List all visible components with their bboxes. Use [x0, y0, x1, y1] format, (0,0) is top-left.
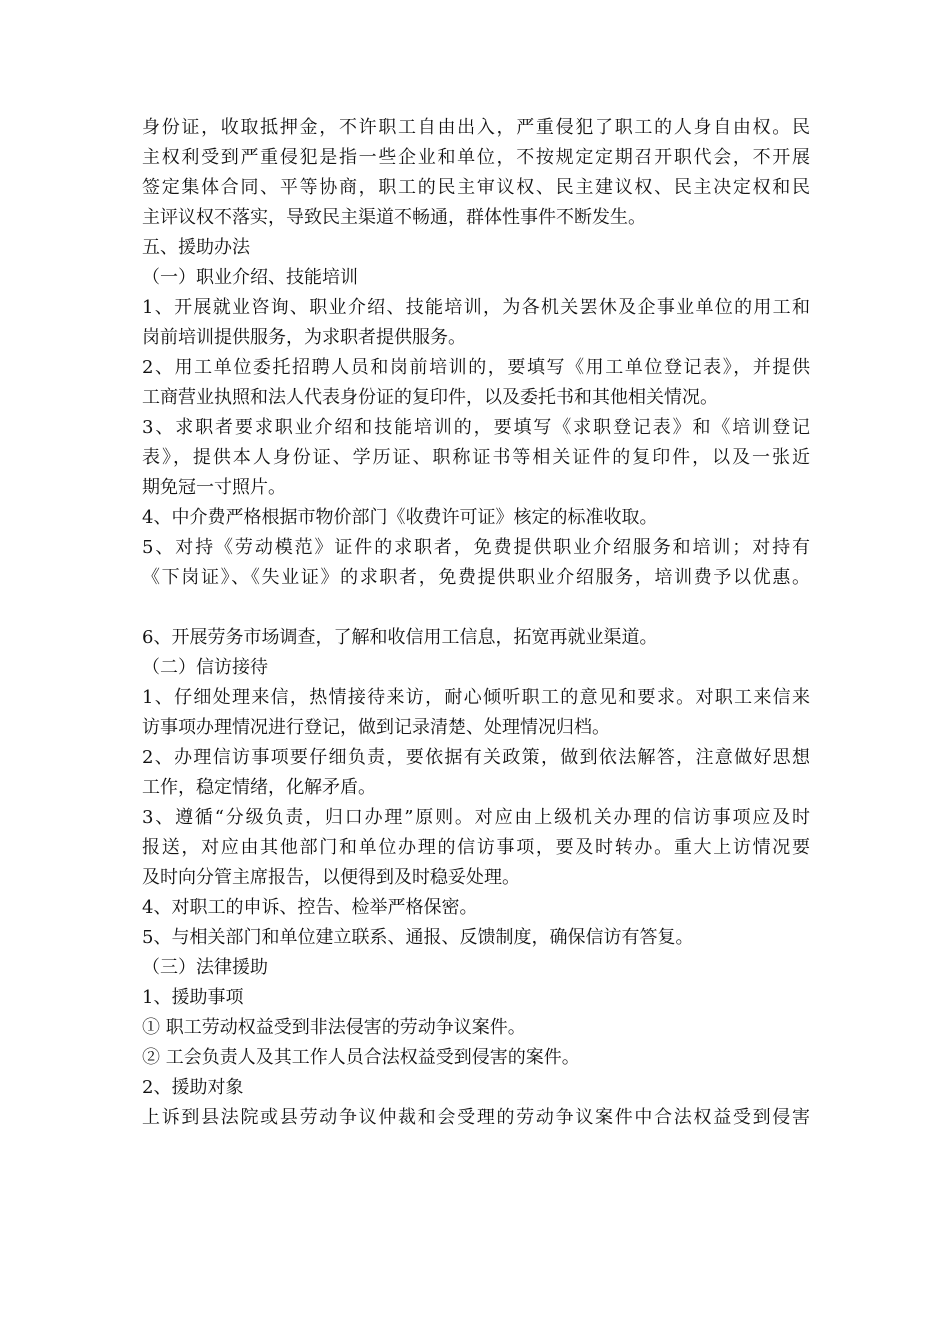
text-line: 上诉到县法院或县劳动争议仲裁和会受理的劳动争议案件中合法权益受到侵害: [142, 1107, 810, 1128]
text-line: 1、开展就业咨询、职业介绍、技能培训，为各机关罢休及企事业单位的用工和: [142, 297, 810, 318]
text-line: 5、与相关部门和单位建立联系、通报、反馈制度，确保信访有答复。: [142, 927, 694, 948]
blank-line: [142, 593, 810, 623]
subsection-heading: （二）信访接待: [142, 657, 268, 678]
text-line: 4、对职工的申诉、控告、检举严格保密。: [142, 897, 478, 918]
text-line: 2、用工单位委托招聘人员和岗前培训的，要填写《用工单位登记表》，并提供: [142, 357, 810, 378]
document-body: [142, 113, 810, 1133]
text-line: 身份证，收取抵押金，不许职工自由出入，严重侵犯了职工的人身自由权。民: [142, 117, 810, 138]
text-line: 工作，稳定情绪，化解矛盾。: [142, 777, 376, 798]
text-line: 表》，提供本人身份证、学历证、职称证书等相关证件的复印件，以及一张近: [142, 447, 810, 468]
subsection-heading: （三）法律援助: [142, 957, 268, 978]
text-line: 5、对持《劳动模范》证件的求职者，免费提供职业介绍服务和培训；对持有: [142, 537, 810, 558]
text-line: 签定集体合同、平等协商，职工的民主审议权、民主建议权、民主决定权和民: [142, 177, 810, 198]
text-line: 1、仔细处理来信，热情接待来访，耐心倾听职工的意见和要求。对职工来信来: [142, 687, 810, 708]
text-line: 2、援助对象: [142, 1077, 244, 1098]
list-item: ② 工会负责人及其工作人员合法权益受到侵害的案件。: [142, 1047, 580, 1068]
text-line: 报送，对应由其他部门和单位办理的信访事项，要及时转办。重大上访情况要: [142, 837, 810, 858]
text-line: 1、援助事项: [142, 987, 244, 1008]
list-item: ① 职工劳动权益受到非法侵害的劳动争议案件。: [142, 1017, 526, 1038]
text-line: 岗前培训提供服务，为求职者提供服务。: [142, 327, 466, 348]
text-line: 主评议权不落实，导致民主渠道不畅通，群体性事件不断发生。: [142, 207, 646, 228]
text-line: 6、开展劳务市场调查，了解和收信用工信息，拓宽再就业渠道。: [142, 627, 658, 648]
text-line: 2、办理信访事项要仔细负责，要依据有关政策，做到依法解答，注意做好思想: [142, 747, 810, 768]
text-line: 工商营业执照和法人代表身份证的复印件，以及委托书和其他相关情况。: [142, 387, 718, 408]
subsection-heading: （一）职业介绍、技能培训: [142, 267, 358, 288]
text-line: 《下岗证》、《失业证》的求职者，免费提供职业介绍服务，培训费予以优惠。: [142, 567, 810, 588]
text-line: 4、中介费严格根据市物价部门《收费许可证》核定的标准收取。: [142, 507, 658, 528]
text-line: 访事项办理情况进行登记，做到记录清楚、处理情况归档。: [142, 717, 610, 738]
text-line: 及时向分管主席报告，以便得到及时稳妥处理。: [142, 867, 520, 888]
text-line: 期免冠一寸照片。: [142, 477, 286, 498]
text-line: 3、求职者要求职业介绍和技能培训的，要填写《求职登记表》和《培训登记: [142, 417, 810, 438]
section-heading: 五、援助办法: [142, 237, 250, 258]
text-line: 主权利受到严重侵犯是指一些企业和单位，不按规定定期召开职代会，不开展: [142, 147, 810, 168]
text-line: 3、遵循“分级负责，归口办理”原则。对应由上级机关办理的信访事项应及时: [142, 807, 810, 828]
